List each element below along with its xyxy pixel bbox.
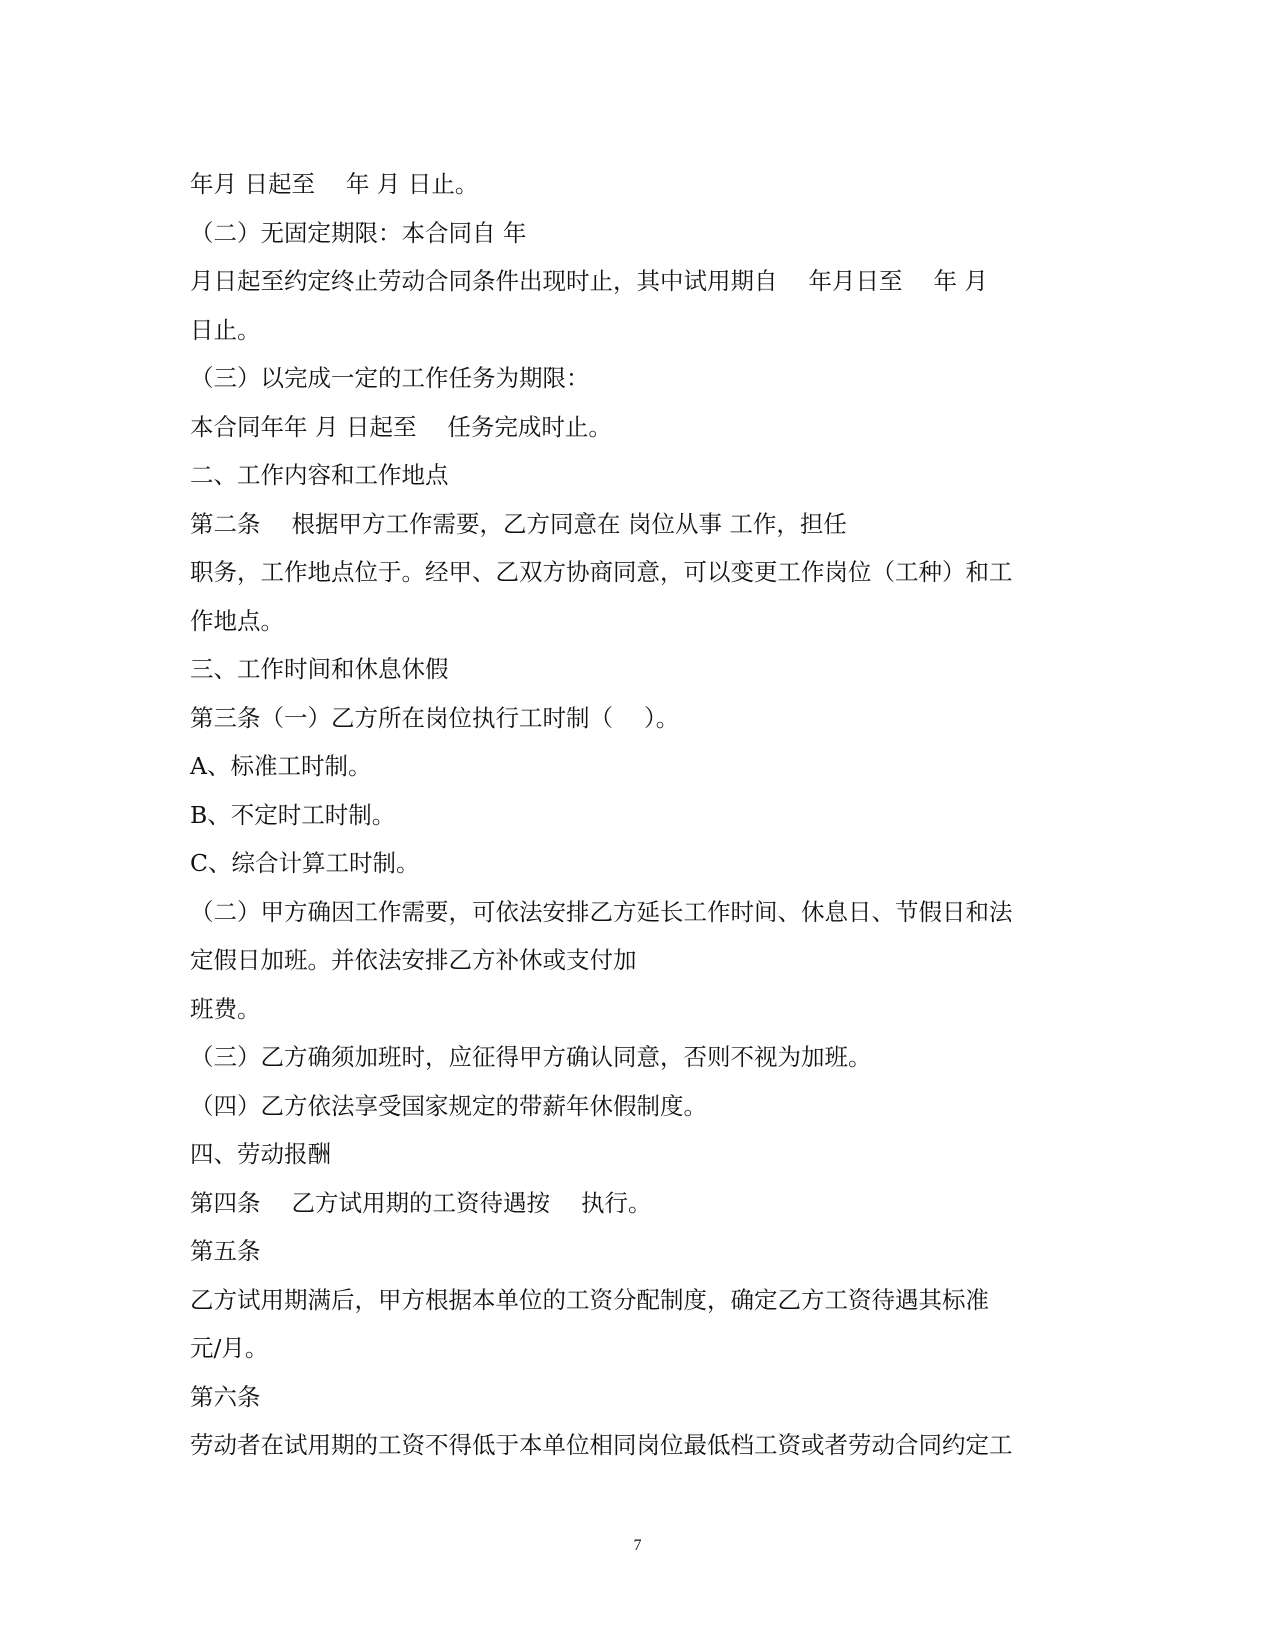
text-line: 劳动者在试用期的工资不得低于本单位相同岗位最低档工资或者劳动合同约定工: [190, 1431, 1013, 1459]
text-line: （二）甲方确因工作需要，可依法安排乙方延长工作时间、休息日、节假日和法: [190, 897, 1013, 926]
text-line: 第四条 乙方试用期的工资待遇按 执行。: [190, 1188, 652, 1217]
text-line: 第二条 根据甲方工作需要，乙方同意在 岗位从事 工作，担任: [190, 509, 847, 538]
article-heading: 第五条: [190, 1237, 261, 1265]
text-line: 班费。: [190, 994, 261, 1023]
option-item: B、不定时工时制。: [190, 800, 396, 829]
text-line: （三）以完成一定的工作任务为期限：: [190, 364, 590, 392]
text-line: 第三条（一）乙方所在岗位执行工时制（ ）。: [190, 703, 680, 732]
text-line: 定假日加班。并依法安排乙方补休或支付加: [190, 946, 637, 974]
text-line: 职务，工作地点位于。经甲、乙双方协商同意，可以变更工作岗位（工种）和工: [190, 558, 1013, 586]
option-item: A、标准工时制。: [190, 752, 372, 780]
text-line: （二）无固定期限：本合同自 年: [190, 218, 527, 247]
contract-body-text: [190, 160, 1090, 1470]
text-line: 日止。: [190, 315, 261, 344]
text-line: （四）乙方依法享受国家规定的带薪年休假制度。: [190, 1091, 707, 1120]
text-line: 元/月。: [190, 1334, 269, 1362]
article-heading: 第六条: [190, 1382, 261, 1411]
option-item: C、综合计算工时制。: [190, 849, 420, 877]
text-line: 本合同年年 月 日起至 任务完成时止。: [190, 412, 612, 441]
text-line: 年月 日起至 年 月 日止。: [190, 170, 479, 198]
text-line: 乙方试用期满后，甲方根据本单位的工资分配制度，确定乙方工资待遇其标准: [190, 1285, 989, 1314]
section-heading: 四、劳动报酬: [190, 1140, 331, 1168]
text-line: 月日起至约定终止劳动合同条件出现时止，其中试用期自 年月日至 年 月: [190, 267, 988, 295]
page-number: 7: [633, 1537, 642, 1554]
section-heading: 三、工作时间和休息休假: [190, 655, 449, 683]
text-line: 作地点。: [190, 606, 284, 635]
section-heading: 二、工作内容和工作地点: [190, 461, 449, 489]
text-line: （三）乙方确须加班时，应征得甲方确认同意，否则不视为加班。: [190, 1043, 872, 1071]
